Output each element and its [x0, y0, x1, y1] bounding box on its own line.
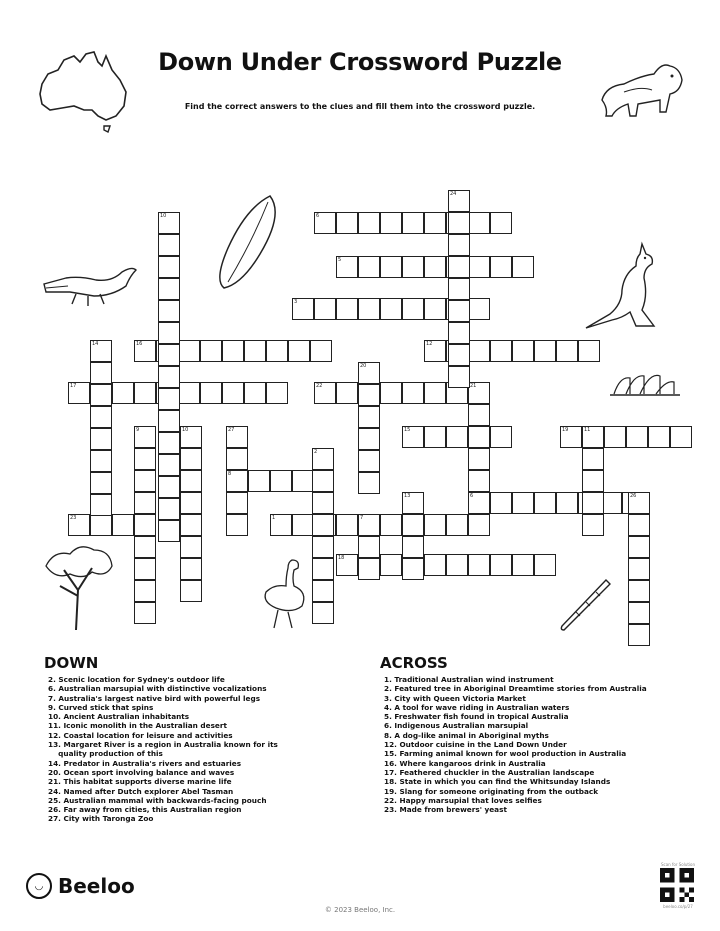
clue-number: 16: [136, 341, 143, 347]
grid-cell[interactable]: [402, 492, 424, 514]
copyright: © 2023 Beeloo, Inc.: [324, 906, 396, 914]
down-clue: 13. Margaret River is a region in Australia known for its: [48, 740, 278, 750]
grid-cell[interactable]: [448, 322, 470, 344]
across-clue: 17. Feathered chuckler in the Australian landscape: [384, 767, 595, 777]
grid-cell[interactable]: [336, 256, 358, 278]
grid-cell[interactable]: [424, 554, 446, 576]
grid-cell[interactable]: [358, 558, 380, 580]
grid-cell[interactable]: [336, 514, 358, 536]
grid-cell[interactable]: [358, 472, 380, 494]
grid-cell[interactable]: [490, 426, 512, 448]
clue-number: 10: [160, 213, 167, 219]
grid-cell[interactable]: [158, 300, 180, 322]
grid-cell[interactable]: [582, 470, 604, 492]
grid-cell[interactable]: [314, 212, 336, 234]
grid-cell[interactable]: [288, 340, 310, 362]
grid-cell[interactable]: [200, 340, 222, 362]
grid-cell[interactable]: [336, 212, 358, 234]
grid-cell[interactable]: [244, 340, 266, 362]
grid-cell[interactable]: [582, 514, 604, 536]
grid-cell[interactable]: [556, 492, 578, 514]
down-clue: 20. Ocean sport involving balance and waves: [48, 767, 235, 777]
grid-cell[interactable]: [266, 340, 288, 362]
grid-cell[interactable]: [402, 212, 424, 234]
instructions: Find the correct answers to the clues and fill them into the crossword puzzle.: [184, 102, 536, 111]
grid-cell[interactable]: [158, 388, 180, 410]
grid-cell[interactable]: [158, 520, 180, 542]
grid-cell[interactable]: [402, 514, 424, 536]
grid-cell[interactable]: [628, 558, 650, 580]
grid-cell[interactable]: [90, 428, 112, 450]
grid-cell[interactable]: [512, 492, 534, 514]
clue-number: 1: [272, 515, 276, 521]
grid-cell[interactable]: [490, 256, 512, 278]
grid-cell[interactable]: [336, 554, 358, 576]
grid-cell[interactable]: [424, 340, 446, 362]
grid-cell[interactable]: [312, 536, 334, 558]
across-clues: [380, 654, 710, 814]
grid-cell[interactable]: [628, 492, 650, 514]
grid-cell[interactable]: [448, 234, 470, 256]
grid-cell[interactable]: [424, 212, 446, 234]
grid-cell[interactable]: [560, 426, 582, 448]
down-clue: 25. Australian mammal with backwards-facing pouch: [48, 795, 267, 805]
grid-cell[interactable]: [180, 448, 202, 470]
across-clue: 6. Indigenous Australian marsupial: [384, 721, 529, 731]
down-clue: 24. Named after Dutch explorer Abel Tasman: [48, 786, 234, 796]
grid-cell[interactable]: [134, 340, 156, 362]
grid-cell[interactable]: [134, 514, 156, 536]
grid-cell[interactable]: [312, 580, 334, 602]
grid-cell[interactable]: [626, 426, 648, 448]
across-clue: 1. Traditional Australian wind instrument: [384, 675, 554, 684]
grid-cell[interactable]: [226, 514, 248, 536]
grid-cell[interactable]: [468, 340, 490, 362]
clue-number: 2: [314, 449, 318, 455]
grid-cell[interactable]: [402, 256, 424, 278]
grid-cell[interactable]: [292, 470, 314, 492]
across-clue: 22. Happy marsupial that loves selfies: [384, 795, 542, 805]
grid-cell[interactable]: [402, 558, 424, 580]
grid-cell[interactable]: [468, 404, 490, 426]
grid-cell[interactable]: [582, 492, 604, 514]
across-clue: 8. A dog-like animal in Aboriginal myths: [384, 730, 549, 740]
grid-cell[interactable]: [380, 382, 402, 404]
clue-number: 27: [228, 427, 235, 433]
grid-cell[interactable]: [158, 344, 180, 366]
clue-number: 12: [426, 341, 433, 347]
grid-cell[interactable]: [490, 554, 512, 576]
down-clue: 2. Scenic location for Sydney's outdoor life: [48, 675, 225, 684]
down-clue: quality production of this: [48, 749, 163, 759]
grid-cell[interactable]: [178, 382, 200, 404]
grid-cell[interactable]: [134, 558, 156, 580]
grid-cell[interactable]: [402, 536, 424, 558]
grid-cell[interactable]: [158, 498, 180, 520]
grid-cell[interactable]: [448, 300, 470, 322]
grid-cell[interactable]: [292, 298, 314, 320]
clue-number: 23: [70, 515, 77, 521]
grid-cell[interactable]: [358, 212, 380, 234]
down-clue: 11. Iconic monolith in the Australian desert: [48, 721, 227, 731]
grid-cell[interactable]: [336, 382, 358, 404]
grid-cell[interactable]: [380, 514, 402, 536]
grid-cell[interactable]: [628, 624, 650, 646]
across-clue: 4. A tool for wave riding in Australian waters: [384, 702, 570, 712]
across-clue: 12. Outdoor cuisine in the Land Down Under: [384, 740, 567, 750]
across-clue: 15. Farming animal known for wool production in Australia: [384, 749, 627, 759]
grid-cell[interactable]: [380, 554, 402, 576]
grid-cell[interactable]: [448, 256, 470, 278]
grid-cell[interactable]: [90, 384, 112, 406]
grid-cell[interactable]: [670, 426, 692, 448]
clue-number: 21: [470, 383, 477, 389]
down-clue: 27. City with Taronga Zoo: [48, 814, 154, 824]
grid-cell[interactable]: [180, 492, 202, 514]
down-clues: [44, 654, 374, 824]
grid-cell[interactable]: [244, 382, 266, 404]
grid-cell[interactable]: [448, 366, 470, 388]
grid-cell[interactable]: [358, 384, 380, 406]
grid-cell[interactable]: [180, 536, 202, 558]
grid-cell[interactable]: [380, 212, 402, 234]
grid-cell[interactable]: [402, 382, 424, 404]
clue-number: 5: [338, 257, 342, 263]
grid-cell[interactable]: [512, 340, 534, 362]
across-clue: 19. Slang for someone originating from the outback: [384, 786, 599, 796]
grid-cell[interactable]: [158, 410, 180, 432]
grid-cell[interactable]: [358, 514, 380, 536]
grid-cell[interactable]: [134, 382, 156, 404]
grid-cell[interactable]: [180, 580, 202, 602]
clue-number: 20: [360, 363, 367, 369]
grid-cell[interactable]: [226, 492, 248, 514]
across-clue: 18. State in which you can find the Whitsunday Islands: [384, 777, 611, 787]
qr-code-icon[interactable]: [660, 868, 694, 902]
grid-cell[interactable]: [534, 340, 556, 362]
grid-cell[interactable]: [270, 514, 292, 536]
down-clue: 26. Far away from cities, this Australian region: [48, 805, 242, 815]
grid-cell[interactable]: [312, 448, 334, 470]
grid-cell[interactable]: [158, 432, 180, 454]
grid-cell[interactable]: [628, 580, 650, 602]
grid-cell[interactable]: [68, 382, 90, 404]
across-clue: 3. City with Queen Victoria Market: [384, 693, 526, 703]
grid-cell[interactable]: [158, 212, 180, 234]
grid-cell[interactable]: [424, 256, 446, 278]
grid-cell[interactable]: [158, 476, 180, 498]
grid-cell[interactable]: [112, 382, 134, 404]
grid-cell[interactable]: [358, 256, 380, 278]
grid-cell[interactable]: [448, 212, 470, 234]
clue-number: 15: [404, 427, 411, 433]
brand-logo: [26, 873, 135, 899]
grid-cell[interactable]: [582, 448, 604, 470]
grid-cell[interactable]: [90, 450, 112, 472]
grid-cell[interactable]: [68, 514, 90, 536]
grid-cell[interactable]: [628, 602, 650, 624]
grid-cell[interactable]: [648, 426, 670, 448]
grid-cell[interactable]: [336, 298, 358, 320]
grid-cell[interactable]: [180, 470, 202, 492]
grid-cell[interactable]: [312, 470, 334, 492]
clue-number: 3: [294, 299, 298, 305]
grid-cell[interactable]: [582, 426, 604, 448]
down-clue: 10. Ancient Australian inhabitants: [48, 712, 190, 722]
grid-cell[interactable]: [134, 448, 156, 470]
grid-cell[interactable]: [158, 256, 180, 278]
clue-number: 17: [70, 383, 77, 389]
grid-cell[interactable]: [380, 298, 402, 320]
grid-cell[interactable]: [158, 322, 180, 344]
grid-cell[interactable]: [158, 234, 180, 256]
grid-cell[interactable]: [112, 514, 134, 536]
grid-cell[interactable]: [226, 470, 248, 492]
clue-number: 13: [404, 493, 411, 499]
clue-number: 11: [584, 427, 591, 433]
clue-number: 22: [316, 383, 323, 389]
grid-cell[interactable]: [490, 492, 512, 514]
grid-cell[interactable]: [248, 470, 270, 492]
grid-cell[interactable]: [134, 602, 156, 624]
grid-cell[interactable]: [314, 382, 336, 404]
grid-cell[interactable]: [468, 470, 490, 492]
grid-cell[interactable]: [380, 256, 402, 278]
clue-number: 18: [338, 555, 345, 561]
down-heading: DOWN: [44, 654, 99, 672]
grid-cell[interactable]: [90, 340, 112, 362]
grid-cell[interactable]: [578, 340, 600, 362]
grid-cell[interactable]: [270, 470, 292, 492]
grid-cell[interactable]: [312, 602, 334, 624]
across-clue: 23. Made from brewers' yeast: [384, 805, 507, 815]
down-clue: 21. This habitat supports diverse marine life: [48, 777, 232, 787]
grid-cell[interactable]: [222, 340, 244, 362]
down-clue: 6. Australian marsupial with distinctive vocalizations: [48, 684, 267, 694]
grid-cell[interactable]: [446, 514, 468, 536]
down-clue: 9. Curved stick that spins: [48, 702, 154, 712]
across-clue: 16. Where kangaroos drink in Australia: [384, 758, 546, 768]
across-heading: ACROSS: [380, 654, 448, 672]
grid-cell[interactable]: [222, 382, 244, 404]
grid-cell[interactable]: [468, 256, 490, 278]
grid-cell[interactable]: [226, 426, 248, 448]
grid-cell[interactable]: [90, 514, 112, 536]
grid-cell[interactable]: [292, 514, 314, 536]
grid-cell[interactable]: [628, 536, 650, 558]
clue-number: 19: [562, 427, 569, 433]
grid-cell[interactable]: [534, 492, 556, 514]
grid-cell[interactable]: [424, 426, 446, 448]
grid-cell[interactable]: [468, 492, 490, 514]
across-clue: 2. Featured tree in Aboriginal Dreamtime stories from Australia: [384, 684, 647, 694]
grid-cell[interactable]: [90, 362, 112, 384]
down-clue: 7. Australia's largest native bird with powerful legs: [48, 693, 261, 703]
grid-cell[interactable]: [90, 406, 112, 428]
grid-cell[interactable]: [358, 450, 380, 472]
grid-cell[interactable]: [134, 426, 156, 448]
grid-cell[interactable]: [490, 212, 512, 234]
clue-number: 24: [450, 191, 457, 197]
grid-cell[interactable]: [180, 514, 202, 536]
grid-cell[interactable]: [312, 492, 334, 514]
grid-cell[interactable]: [402, 298, 424, 320]
grid-cell[interactable]: [312, 558, 334, 580]
grid-cell[interactable]: [446, 554, 468, 576]
grid-cell[interactable]: [512, 256, 534, 278]
grid-cell[interactable]: [628, 514, 650, 536]
grid-cell[interactable]: [512, 554, 534, 576]
grid-cell[interactable]: [490, 340, 512, 362]
grid-cell[interactable]: [314, 298, 336, 320]
clue-number: 8: [228, 471, 232, 477]
grid-cell[interactable]: [448, 278, 470, 300]
grid-cell[interactable]: [266, 382, 288, 404]
grid-cell[interactable]: [468, 212, 490, 234]
bee-icon: ◡: [26, 873, 52, 899]
grid-cell[interactable]: [158, 454, 180, 476]
grid-cell[interactable]: [534, 554, 556, 576]
page-title: Down Under Crossword Puzzle: [158, 48, 562, 76]
grid-cell[interactable]: [358, 362, 380, 384]
grid-cell[interactable]: [468, 514, 490, 536]
grid-cell[interactable]: [358, 428, 380, 450]
clue-number: 10: [182, 427, 189, 433]
grid-cell[interactable]: [134, 536, 156, 558]
clue-number: 6: [470, 493, 474, 499]
grid-cell[interactable]: [134, 580, 156, 602]
grid-cell[interactable]: [468, 554, 490, 576]
grid-cell[interactable]: [180, 426, 202, 448]
grid-cell[interactable]: [448, 190, 470, 212]
grid-cell[interactable]: [424, 514, 446, 536]
grid-cell[interactable]: [468, 382, 490, 404]
grid-cell[interactable]: [226, 448, 248, 470]
qr-caption-bottom: beeloo.co/p/27: [663, 904, 693, 909]
brand-name: Beeloo: [58, 874, 135, 898]
grid-cell[interactable]: [402, 426, 424, 448]
grid-cell[interactable]: [158, 366, 180, 388]
grid-cell[interactable]: [134, 470, 156, 492]
clue-number: 7: [360, 515, 364, 521]
grid-cell[interactable]: [468, 298, 490, 320]
grid-cell[interactable]: [158, 278, 180, 300]
down-clue: 12. Coastal location for leisure and activities: [48, 730, 233, 740]
grid-cell[interactable]: [310, 340, 332, 362]
down-clue: 14. Predator in Australia's rivers and estuaries: [48, 758, 242, 768]
grid-cell[interactable]: [424, 298, 446, 320]
grid-cell[interactable]: [180, 558, 202, 580]
grid-cell[interactable]: [134, 492, 156, 514]
grid-cell[interactable]: [358, 298, 380, 320]
clue-number: 6: [316, 213, 320, 219]
grid-cell[interactable]: [358, 536, 380, 558]
clue-number: 9: [136, 427, 140, 433]
grid-cell[interactable]: [90, 472, 112, 494]
grid-cell[interactable]: [468, 426, 490, 448]
grid-cell[interactable]: [358, 406, 380, 428]
grid-cell[interactable]: [446, 426, 468, 448]
grid-cell[interactable]: [200, 382, 222, 404]
qr-caption-top: Scan for Solution: [660, 862, 696, 867]
grid-cell[interactable]: [90, 494, 112, 516]
clue-number: 26: [630, 493, 637, 499]
grid-cell[interactable]: [178, 340, 200, 362]
grid-cell[interactable]: [312, 514, 334, 536]
grid-cell[interactable]: [556, 340, 578, 362]
across-clue: 5. Freshwater fish found in tropical Australia: [384, 712, 569, 722]
grid-cell[interactable]: [604, 426, 626, 448]
grid-cell[interactable]: [424, 382, 446, 404]
grid-cell[interactable]: [448, 344, 470, 366]
clue-number: 14: [92, 341, 99, 347]
grid-cell[interactable]: [468, 448, 490, 470]
